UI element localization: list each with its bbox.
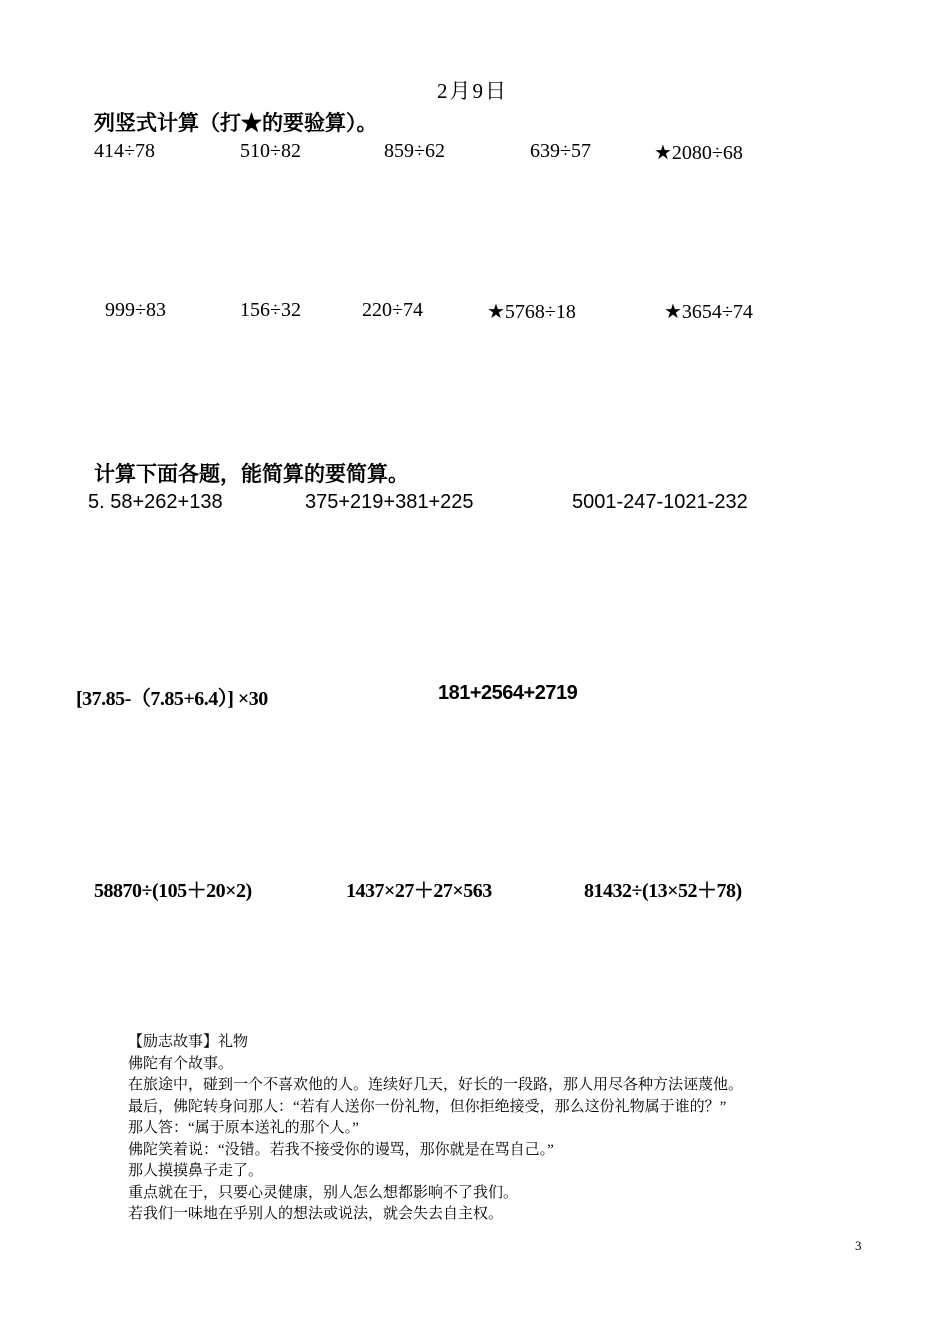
division-problem: 510÷82 [240,140,301,162]
story-block [128,1032,828,1226]
story-line: 那人答：“属于原本送礼的那个人。” [128,1120,359,1136]
story-line: 最后，佛陀转身问那人：“若有人送你一份礼物，但你拒绝接受，那么这份礼物属于谁的？” [128,1098,727,1115]
story-line: 在旅途中，碰到一个不喜欢他的人。连续好几天，好长的一段路，那人用尽各种方法诬蔑他。 [128,1077,744,1093]
section2-heading: 计算下面各题，能简算的要简算。 [94,462,409,486]
page-number: 3 [855,1238,862,1253]
story-line: 那人摸摸鼻子走了。 [128,1163,264,1179]
division-problem: 156÷32 [240,299,301,321]
calc-problem: 5. 58+262+138 [88,491,223,513]
division-problem: 220÷74 [362,299,423,321]
calc-problem: [37.85-（7.85+6.4）] ×30 [76,688,268,710]
calc-problem: 58870÷(105＋20×2) [94,880,252,902]
division-problem-verify: ★2080÷68 [654,142,743,164]
story-line: 重点就在于，只要心灵健康，别人怎么想都影响不了我们。 [128,1184,519,1201]
date-title: 2月9日 [437,79,508,103]
calc-problem: 1437×27＋27×563 [346,880,492,902]
division-problem: 639÷57 [530,140,591,162]
division-problem-verify: ★3654÷74 [664,301,753,323]
calc-problem: 181+2564+2719 [438,682,578,704]
calc-problem: 5001-247-1021-232 [572,491,748,513]
calc-problem: 375+219+381+225 [305,491,474,513]
section1-heading: 列竖式计算（打★的要验算）。 [94,111,378,135]
division-problem: 999÷83 [105,299,166,321]
story-line: 佛陀有个故事。 [128,1055,234,1072]
story-line: 若我们一味地在乎别人的想法或说法，就会失去自主权。 [128,1206,504,1222]
division-problem: 414÷78 [94,140,155,162]
division-problem: 859÷62 [384,140,445,162]
story-title: 【励志故事】礼物 [128,1034,249,1050]
division-problem-verify: ★5768÷18 [487,301,576,323]
story-line: 佛陀笑着说：“没错。若我不接受你的谩骂，那你就是在骂自己。” [128,1141,554,1158]
calc-problem: 81432÷(13×52＋78) [584,880,742,902]
